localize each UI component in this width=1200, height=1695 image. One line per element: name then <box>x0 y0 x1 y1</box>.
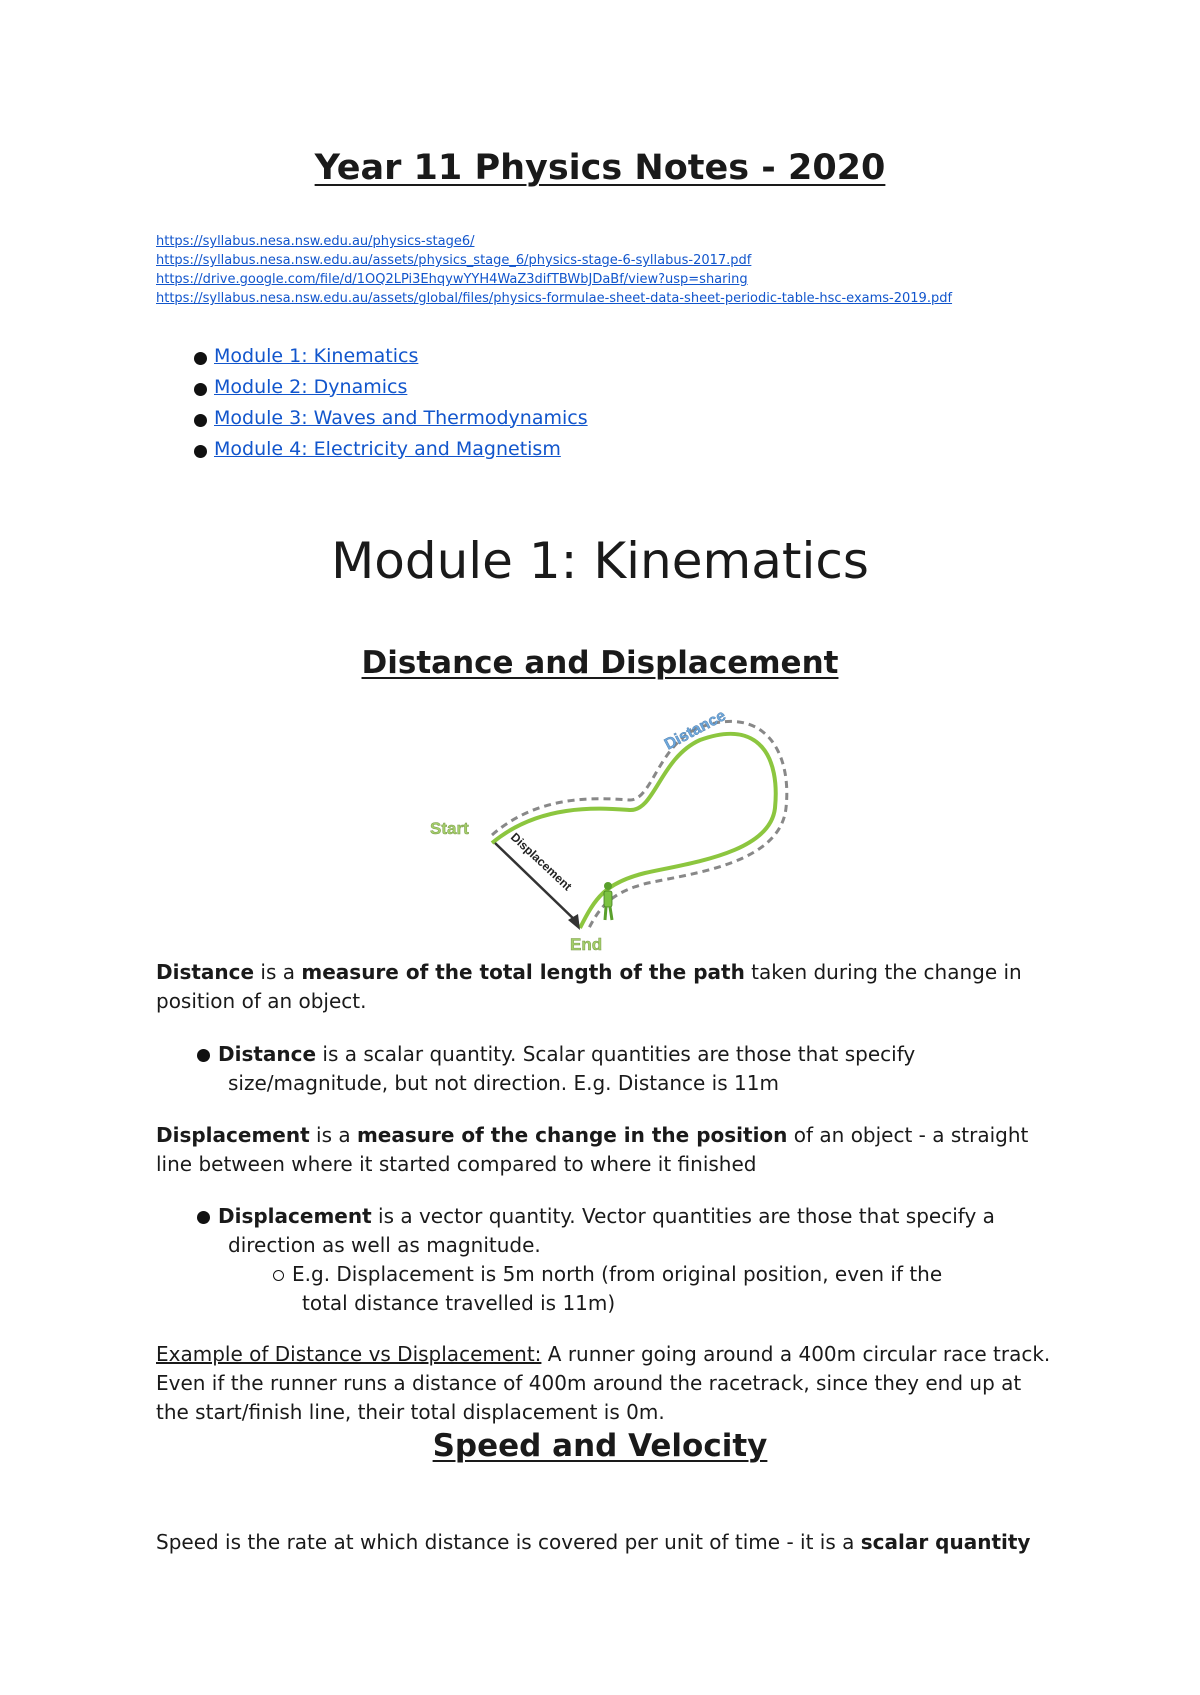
end-label: End <box>570 935 603 953</box>
bold-phrase: scalar quantity <box>860 1530 1031 1554</box>
bold-phrase: measure of the change in the position <box>356 1123 788 1147</box>
text-span: A runner going around a 400m circular race track. Even if the runner runs a distance of 400m around the racetrack, since they end up at the start/finish line, their total displacement is 0m. <box>156 1342 1051 1424</box>
example-label: Example of Distance vs Displacement: <box>156 1342 542 1366</box>
path-curve <box>492 734 776 928</box>
toc-item <box>194 340 588 371</box>
toc-link-module-1[interactable]: Module 1: Kinematics <box>214 344 419 367</box>
hollow-bullet-icon <box>273 1270 284 1281</box>
term-distance: Distance <box>218 1042 317 1066</box>
reference-links <box>156 232 1056 308</box>
table-of-contents <box>194 340 588 464</box>
toc-item <box>194 433 588 464</box>
section-heading-speed <box>0 1428 1200 1464</box>
distance-displacement-diagram <box>430 698 810 953</box>
toc-item <box>194 371 588 402</box>
toc-item <box>194 402 588 433</box>
module-heading: Module 1: Kinematics <box>331 532 869 590</box>
text-span: E.g. Displacement is 5m north (from original position, even if the <box>292 1262 943 1286</box>
link-google-drive[interactable]: https://drive.google.com/file/d/1OQ2LPi3EhqywYYH4WaZ3difTBWbJDaBf/view?usp=sharing <box>156 272 748 287</box>
speed-definition <box>156 1528 1056 1557</box>
text-span: is a scalar quantity. Scalar quantities are those that specify <box>316 1042 916 1066</box>
text-span: of an object - a straight line between where it started compared to where it finished <box>156 1123 1029 1176</box>
displacement-definition <box>156 1121 1056 1179</box>
example-paragraph <box>156 1340 1056 1427</box>
text-span: taken during the change in position of an object. <box>156 960 1022 1013</box>
text-span: is a <box>254 960 302 984</box>
term-distance: Distance <box>156 960 255 984</box>
term-displacement: Displacement <box>156 1123 310 1147</box>
toc-link-module-3[interactable]: Module 3: Waves and Thermodynamics <box>214 406 588 429</box>
term-displacement: Displacement <box>218 1204 372 1228</box>
text-span: direction as well as magnitude. <box>228 1233 541 1257</box>
toc-link-module-4[interactable]: Module 4: Electricity and Magnetism <box>214 437 561 460</box>
start-label: Start <box>430 819 469 838</box>
displacement-bullet <box>218 1202 1038 1260</box>
bullet-icon <box>194 414 207 427</box>
section-heading-text: Speed and Velocity <box>432 1428 768 1464</box>
link-syllabus[interactable]: https://syllabus.nesa.nsw.edu.au/physics-stage6/ <box>156 234 475 249</box>
link-formulae-sheet[interactable]: https://syllabus.nesa.nsw.edu.au/assets/global/files/physics-formulae-sheet-data-sheet-periodic-table-hsc-exams-2019.pdf <box>156 291 953 306</box>
text-span: total distance travelled is 11m) <box>302 1291 616 1315</box>
distance-label: Distance <box>661 707 729 754</box>
page-title <box>0 148 1200 188</box>
section-heading-text: Distance and Displacement <box>361 645 839 681</box>
text-span: is a vector quantity. Vector quantities are those that specify a <box>371 1204 995 1228</box>
bullet-icon <box>194 383 207 396</box>
bullet-icon <box>197 1049 210 1062</box>
section-heading-distance <box>0 645 1200 681</box>
bullet-icon <box>197 1211 210 1224</box>
text-span: Speed is the rate at which distance is covered per unit of time - it is a <box>156 1530 861 1554</box>
displacement-label: Displacement <box>507 829 575 894</box>
displacement-subbullet <box>292 1260 1112 1318</box>
link-syllabus-pdf[interactable]: https://syllabus.nesa.nsw.edu.au/assets/physics_stage_6/physics-stage-6-syllabus-2017.pdf <box>156 253 752 268</box>
toc-link-module-2[interactable]: Module 2: Dynamics <box>214 375 408 398</box>
text-span: size/magnitude, but not direction. E.g. Distance is 11m <box>228 1071 779 1095</box>
bullet-icon <box>194 352 207 365</box>
bullet-icon <box>194 445 207 458</box>
distance-dashed-path <box>492 721 787 930</box>
text-span: is a <box>309 1123 357 1147</box>
distance-bullet <box>218 1040 1038 1098</box>
bold-phrase: measure of the total length of the path <box>301 960 745 984</box>
distance-definition <box>156 958 1056 1016</box>
page-title-text: Year 11 Physics Notes - 2020 <box>314 148 886 188</box>
runner-figure <box>604 882 612 920</box>
